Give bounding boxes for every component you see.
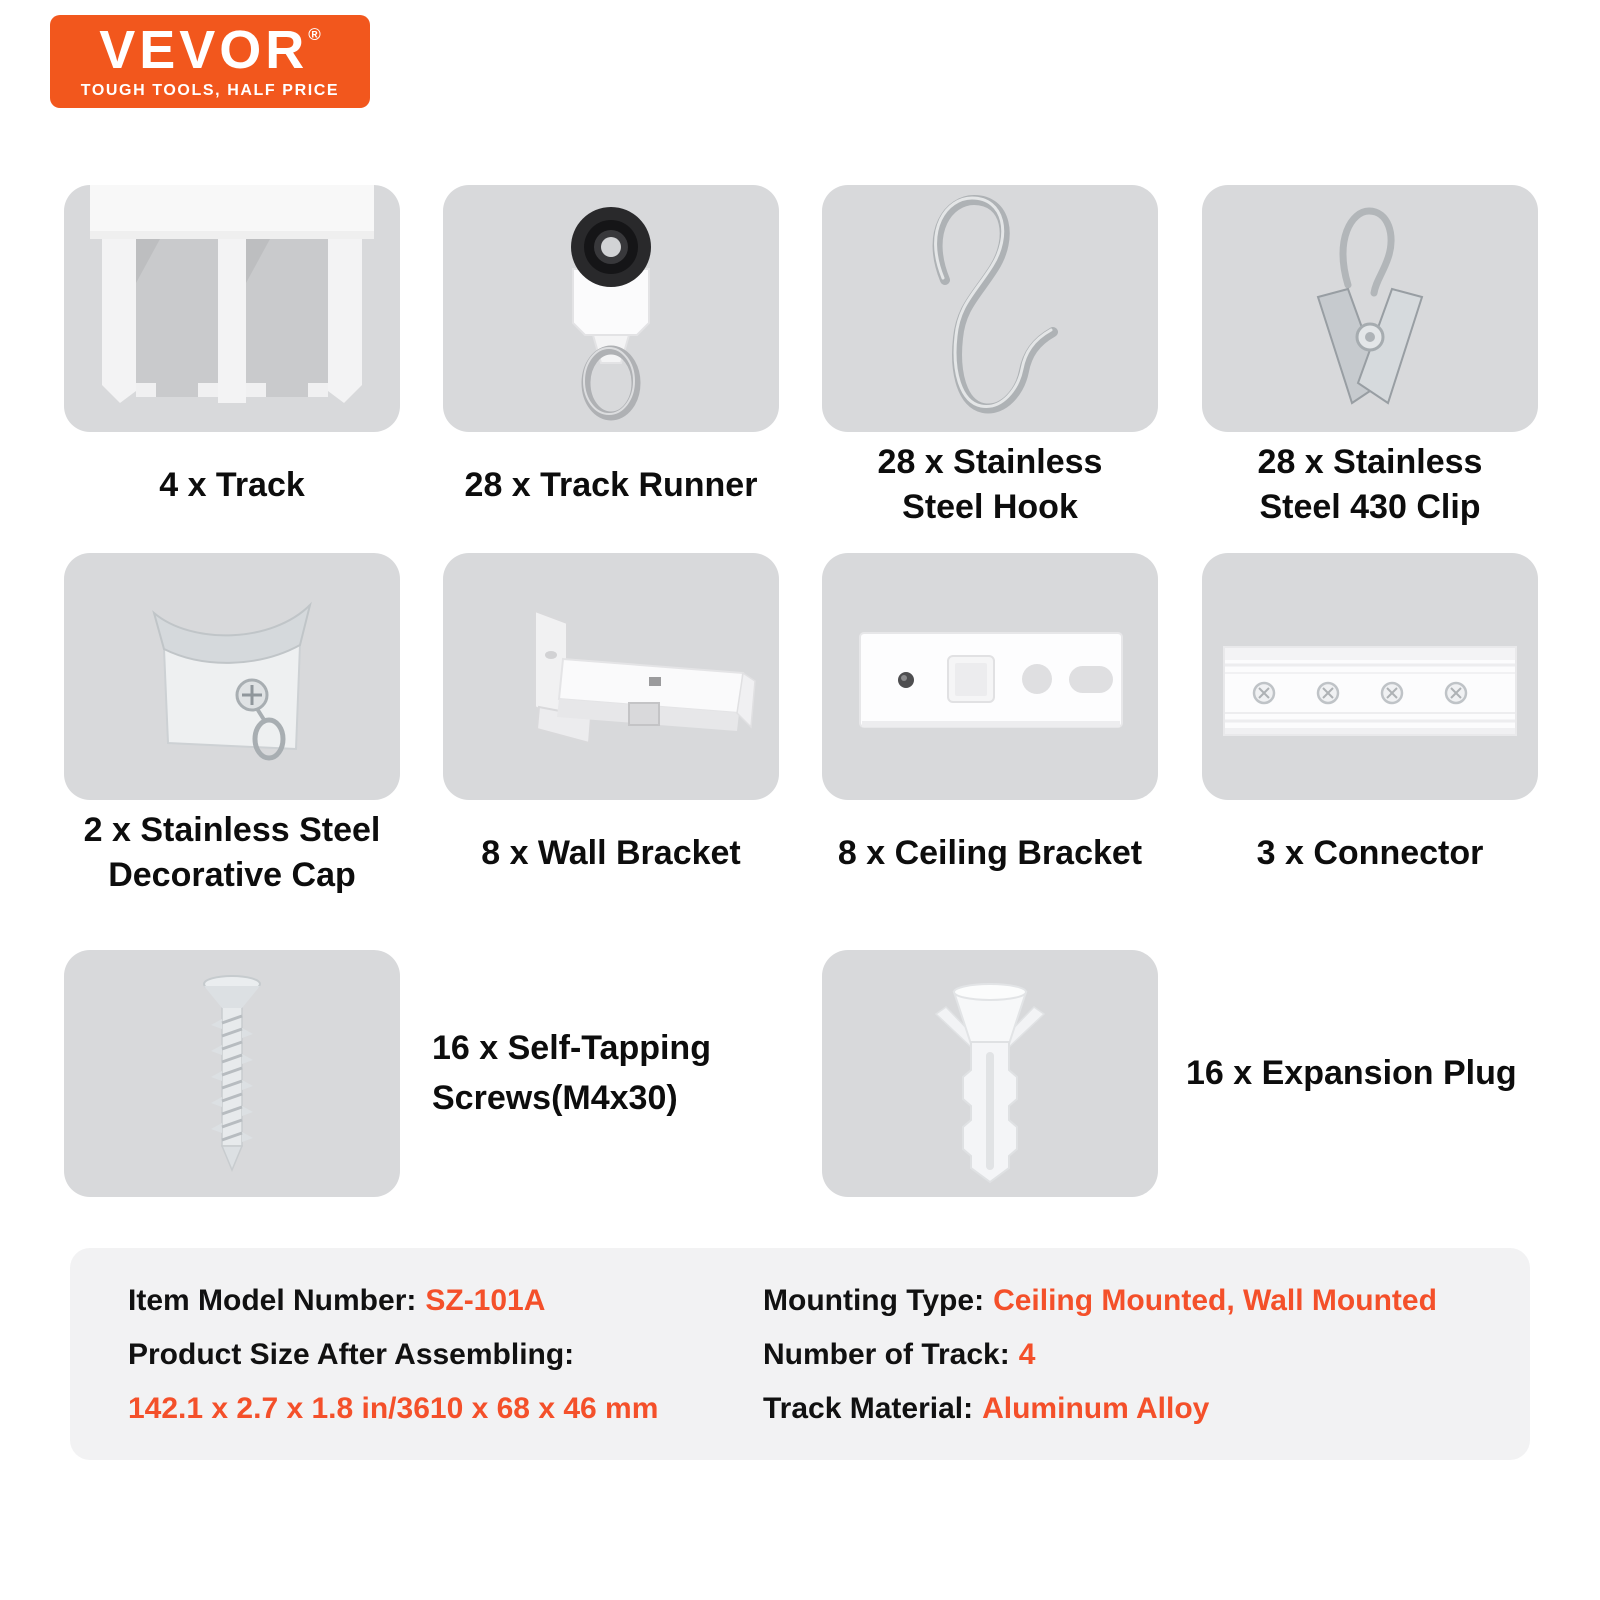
spec-item-model-number xyxy=(128,1274,658,1328)
decorative-cap-icon xyxy=(64,553,400,800)
screw-icon xyxy=(64,950,400,1197)
brand-name xyxy=(99,20,321,80)
part-label: 4 x Track xyxy=(159,465,305,504)
spec-column-left xyxy=(128,1274,658,1436)
part-label: 28 x Track Runner xyxy=(464,465,758,504)
registered-mark: ® xyxy=(308,25,321,44)
part-cell-steel-clip xyxy=(1202,185,1538,538)
spec-label: Product Size After Assembling: xyxy=(128,1338,575,1371)
part-image-expansion-plug xyxy=(822,950,1158,1197)
part-image-track xyxy=(64,185,400,432)
s-hook-icon xyxy=(822,185,1158,432)
brand-tagline: TOUGH TOOLS, HALF PRICE xyxy=(80,82,340,99)
track-icon xyxy=(64,185,400,432)
part-cell-ceiling-bracket xyxy=(822,553,1158,906)
spec-label: Item Model Number: xyxy=(128,1284,417,1317)
connector-icon xyxy=(1202,553,1538,800)
spec-value: 4 xyxy=(1018,1338,1036,1371)
spec-mounting-type xyxy=(763,1274,1437,1328)
part-cell-wall-bracket xyxy=(443,553,779,906)
wall-bracket-icon xyxy=(443,553,779,800)
spec-value: SZ-101A xyxy=(425,1284,546,1317)
part-label: 3 x Connector xyxy=(1256,833,1484,872)
spec-column-right xyxy=(763,1274,1437,1436)
part-label: 2 x Stainless Steel Decorative Cap xyxy=(83,811,381,894)
vevor-logo xyxy=(50,15,370,108)
ceiling-bracket-icon xyxy=(822,553,1158,800)
part-label: 8 x Wall Bracket xyxy=(481,833,741,872)
part-cell-screws xyxy=(64,950,762,1197)
spec-track-material xyxy=(763,1382,1437,1436)
part-cell-track xyxy=(64,185,400,538)
part-label: 28 x Stainless Steel Hook xyxy=(877,443,1103,526)
part-label: 16 x Self-Tapping Screws(M4x30) xyxy=(432,1029,711,1117)
part-label: 8 x Ceiling Bracket xyxy=(837,833,1143,872)
spec-value: 142.1 x 2.7 x 1.8 in/3610 x 68 x 46 mm xyxy=(128,1392,659,1425)
spec-label: Mounting Type: xyxy=(763,1284,985,1317)
expansion-plug-icon xyxy=(822,950,1158,1197)
part-label: 16 x Expansion Plug xyxy=(1186,1053,1517,1092)
spec-number-of-track xyxy=(763,1328,1437,1382)
part-cell-steel-hook xyxy=(822,185,1158,538)
part-cell-connector xyxy=(1202,553,1538,906)
spec-product-size-value xyxy=(128,1382,658,1436)
spec-value: Ceiling Mounted, Wall Mounted xyxy=(993,1284,1437,1317)
spec-panel xyxy=(70,1248,1530,1460)
part-image-track-runner xyxy=(443,185,779,432)
clip-icon xyxy=(1202,185,1538,432)
part-cell-expansion-plug xyxy=(822,950,1600,1197)
brand-name-text: VEVOR xyxy=(99,20,309,80)
part-image-steel-hook xyxy=(822,185,1158,432)
part-image-ceiling-bracket xyxy=(822,553,1158,800)
part-image-wall-bracket xyxy=(443,553,779,800)
part-cell-track-runner xyxy=(443,185,779,538)
part-image-decorative-cap xyxy=(64,553,400,800)
track-runner-icon xyxy=(443,185,779,432)
part-image-screws xyxy=(64,950,400,1197)
spec-product-size-label xyxy=(128,1328,658,1382)
spec-label: Number of Track: xyxy=(763,1338,1010,1371)
part-cell-decorative-cap xyxy=(64,553,400,906)
part-label: 28 x Stainless Steel 430 Clip xyxy=(1257,443,1483,526)
spec-value: Aluminum Alloy xyxy=(982,1392,1210,1425)
part-image-connector xyxy=(1202,553,1538,800)
part-image-steel-clip xyxy=(1202,185,1538,432)
spec-label: Track Material: xyxy=(763,1392,974,1425)
